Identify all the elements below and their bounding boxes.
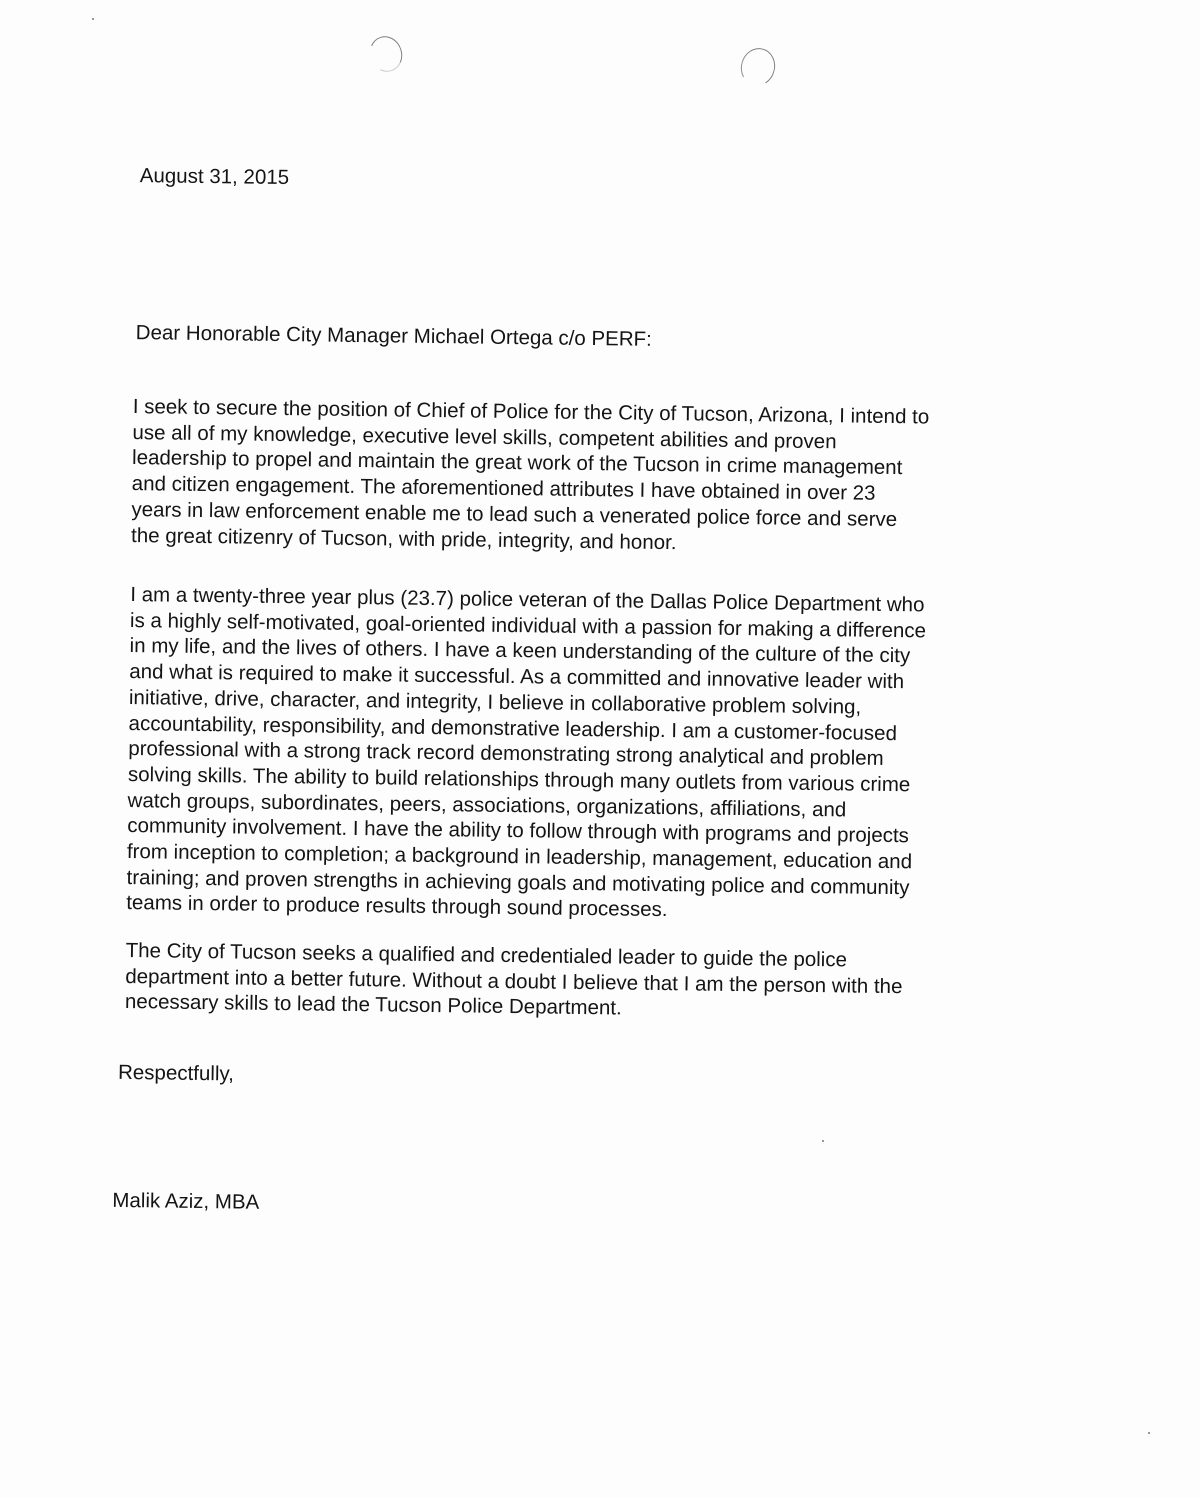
paragraph-line: use all of my knowledge, executive level skills, competent abilities and proven xyxy=(132,420,837,453)
scan-speck xyxy=(822,1140,824,1142)
punch-hole-mark xyxy=(365,32,407,77)
paragraph-line: and what is required to make it successful. As a committed and innovative leader with xyxy=(129,660,905,694)
paragraph-line: initiative, drive, character, and integrity, I believe in collaborative problem solving, xyxy=(128,685,862,719)
paragraph-line: training; and proven strengths in achieving goals and motivating police and community xyxy=(126,865,910,899)
letter-body xyxy=(112,160,980,1214)
paragraph-line: accountability, responsibility, and demonstrative leadership. I am a customer-focused xyxy=(128,711,898,745)
paragraph-intent xyxy=(131,394,973,559)
signature-name: Malik Aziz, MBA xyxy=(112,1188,260,1214)
salutation: Dear Honorable City Manager Michael Ortega c/o PERF: xyxy=(135,321,652,351)
paragraph-line: solving skills. The ability to build relationships through many outlets from various crime xyxy=(127,762,911,797)
paragraph-line: I am a twenty-three year plus (23.7) police veteran of the Dallas Police Department who xyxy=(130,583,925,617)
paragraph-line: in my life, and the lives of others. I have a keen understanding of the culture of the city xyxy=(129,634,911,668)
scan-speck xyxy=(92,18,94,20)
paragraph-conclusion xyxy=(125,938,966,1026)
punch-hole-mark xyxy=(737,44,780,90)
paragraph-line: from inception to completion; a background in leadership, management, education and xyxy=(126,840,913,874)
scan-speck xyxy=(1148,1432,1150,1434)
paragraph-line: necessary skills to lead the Tucson Police Department. xyxy=(124,990,622,1020)
letter-date: August 31, 2015 xyxy=(139,164,290,190)
closing: Respectfully, xyxy=(117,1060,235,1086)
paragraph-line: watch groups, subordinates, peers, associations, organizations, affiliations, and xyxy=(127,788,847,822)
paragraph-experience xyxy=(126,582,970,927)
paragraph-line: years in law enforcement enable me to lead such a venerated police force and serve xyxy=(131,497,898,531)
paragraph-line: The City of Tucson seeks a qualified and credentialed leader to guide the police xyxy=(125,939,848,972)
paragraph-line: is a highly self-motivated, goal-oriented individual with a passion for making a difference xyxy=(129,608,927,643)
paragraph-line: community involvement. I have the ability to follow through with programs and projects xyxy=(127,814,910,848)
paragraph-line: leadership to propel and maintain the great work of the Tucson in crime management xyxy=(131,446,903,480)
paragraph-line: teams in order to produce results through sound processes. xyxy=(126,891,668,922)
paragraph-line: professional with a strong track record demonstrating strong analytical and problem xyxy=(128,737,884,771)
paragraph-line: department into a better future. Without a doubt I believe that I am the person with the xyxy=(125,964,903,998)
paragraph-line: I seek to secure the position of Chief of Police for the City of Tucson, Arizona, I intend to xyxy=(132,395,930,429)
paragraph-line: and citizen engagement. The aforementioned attributes I have obtained in over 23 xyxy=(131,472,876,505)
paragraph-line: the great citizenry of Tucson, with pride, integrity, and honor. xyxy=(130,523,677,554)
